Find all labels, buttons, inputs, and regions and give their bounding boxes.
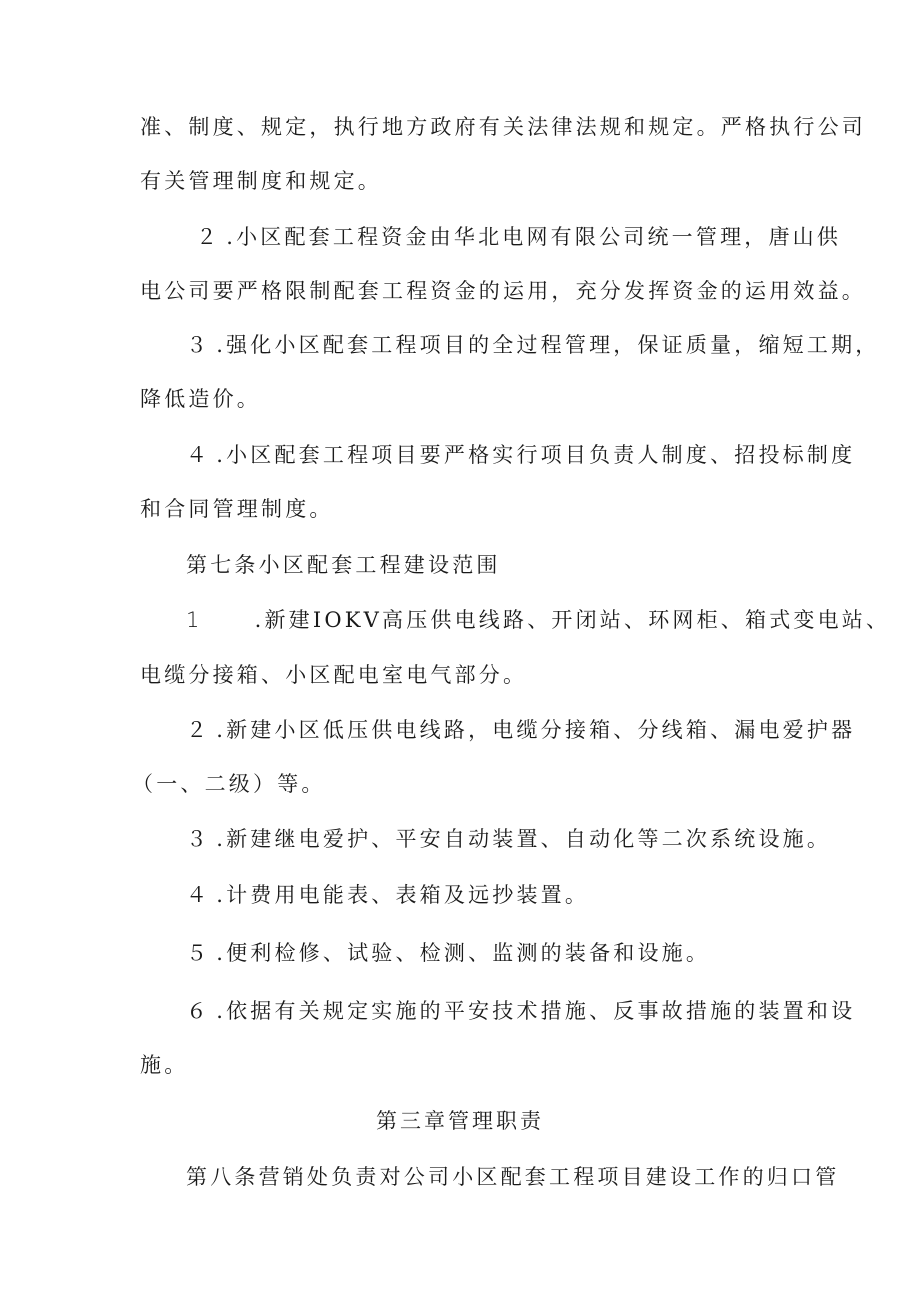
item-number: ５ bbox=[186, 941, 211, 965]
scope-item-4 bbox=[186, 880, 589, 910]
scope-item-2-line-1 bbox=[186, 715, 855, 745]
scope-item-1-line-2: 电缆分接箱、小区配电室电气部分。 bbox=[140, 663, 528, 687]
item-number: ２ bbox=[196, 225, 221, 249]
scope-item-5 bbox=[186, 938, 710, 968]
article-7-heading: 第七条小区配套工程建设范围 bbox=[186, 553, 501, 577]
item-number: ３ bbox=[186, 333, 211, 357]
paragraph-2-line-1 bbox=[196, 222, 841, 252]
item-number: ６ bbox=[186, 999, 211, 1023]
paragraph-1-line-1: 准、制度、规定，执行地方政府有关法律法规和规定。严格执行公司 bbox=[140, 115, 866, 139]
paragraph-1-line-2: 有关管理制度和规定。 bbox=[140, 169, 382, 193]
paragraph-4-line-2: 和合同管理制度。 bbox=[140, 497, 334, 521]
item-text: .小区配套工程项目要严格实行项目负责人制度、招投标制度 bbox=[216, 443, 856, 467]
paragraph-3-line-1 bbox=[186, 330, 879, 360]
scope-item-3 bbox=[186, 824, 831, 854]
scope-item-1-line-1 bbox=[186, 605, 890, 635]
item-text: .新建小区低压供电线路，电缆分接箱、分线箱、漏电爱护器 bbox=[216, 718, 856, 742]
item-number: ４ bbox=[186, 883, 211, 907]
paragraph-2-line-2: 电公司要严格限制配套工程资金的运用，充分发挥资金的运用效益。 bbox=[140, 279, 866, 303]
chapter-3-heading: 第三章管理职责 bbox=[376, 1109, 544, 1133]
item-text: .计费用电能表、表箱及远抄装置。 bbox=[216, 883, 590, 907]
item-text: .新建继电爱护、平安自动装置、自动化等二次系统设施。 bbox=[216, 827, 832, 851]
item-text: .便利检修、试验、检测、监测的装备和设施。 bbox=[216, 941, 711, 965]
item-number: ３ bbox=[186, 827, 211, 851]
scope-item-2-line-2: （一、二级）等。 bbox=[132, 772, 326, 796]
article-8-line-1: 第八条营销处负责对公司小区配套工程项目建设工作的归口管 bbox=[186, 1165, 840, 1189]
scope-item-6-line-1 bbox=[186, 996, 855, 1026]
item-text: .依据有关规定实施的平安技术措施、反事故措施的装置和设 bbox=[216, 999, 856, 1023]
item-text: .新建IOKV高压供电线路、开闭站、环网柜、箱式变电站、 bbox=[254, 608, 891, 632]
item-text: .小区配套工程资金由华北电网有限公司统一管理，唐山供 bbox=[226, 225, 842, 249]
scope-item-6-line-2: 施。 bbox=[140, 1053, 189, 1077]
paragraph-3-line-2: 降低造价。 bbox=[140, 387, 261, 411]
paragraph-4-line-1 bbox=[186, 440, 855, 470]
item-text: .强化小区配套工程项目的全过程管理，保证质量，缩短工期， bbox=[216, 333, 880, 357]
item-number: ４ bbox=[186, 443, 211, 467]
item-number: 1 bbox=[186, 608, 203, 632]
item-number: ２ bbox=[186, 718, 211, 742]
